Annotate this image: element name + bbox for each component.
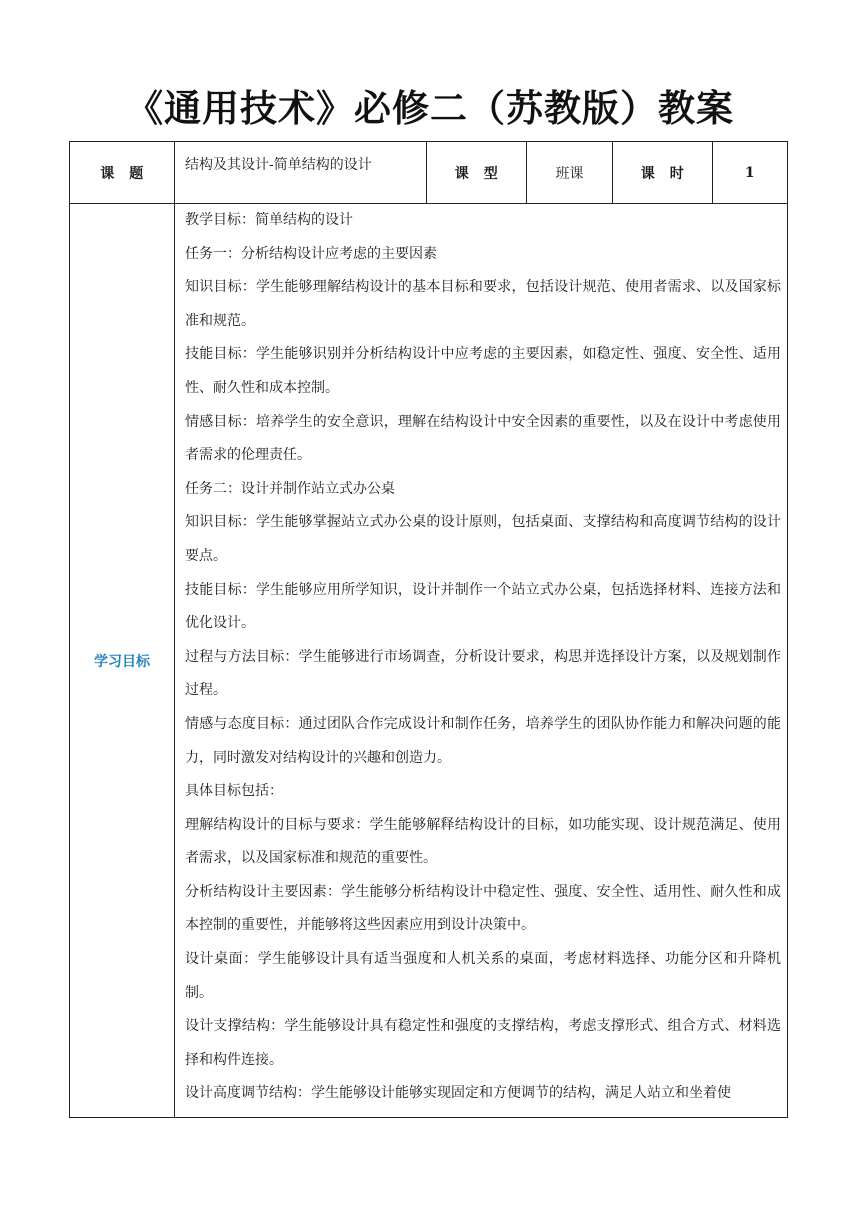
objective-paragraph: 情感与态度目标：通过团队合作完成设计和制作任务，培养学生的团队协作能力和解决问题的能力，同时激发对结构设计的兴趣和创造力。 (185, 715, 781, 766)
topic-value: 结构及其设计-简单结构的设计 (175, 142, 427, 204)
objective-paragraph: 分析结构设计主要因素：学生能够分析结构设计中稳定性、强度、安全性、适用性、耐久性和成本控制的重要性，并能够将这些因素应用到设计决策中。 (185, 883, 781, 934)
header-row (70, 142, 788, 204)
document-title: 《通用技术》必修二（苏教版）教案 (126, 87, 734, 130)
type-value: 班课 (527, 142, 613, 204)
objective-paragraph: 设计高度调节结构：学生能够设计能够实现固定和方便调节的结构，满足人站立和坐着使 (185, 1085, 731, 1102)
objective-paragraph: 设计桌面：学生能够设计具有适当强度和人机关系的桌面，考虑材料选择、功能分区和升降机制。 (185, 951, 781, 1001)
objective-paragraph: 情感目标：培养学生的安全意识，理解在结构设计中安全因素的重要性，以及在设计中考虑使用者需求的伦理责任。 (185, 413, 781, 464)
objective-paragraph: 任务一：分析结构设计应考虑的主要因素 (185, 245, 437, 262)
objective-paragraph: 知识目标：学生能够理解结构设计的基本目标和要求，包括设计规范、使用者需求、以及国家标准和规范。 (185, 279, 781, 329)
objective-paragraph: 理解结构设计的目标与要求：学生能够解释结构设计的目标，如功能实现、设计规范满足、使用者需求，以及国家标准和规范的重要性。 (185, 816, 781, 867)
objective-paragraph: 知识目标：学生能够掌握站立式办公桌的设计原则，包括桌面、支撑结构和高度调节结构的设计要点。 (185, 514, 781, 564)
objective-paragraph: 过程与方法目标：学生能够进行市场调查，分析设计要求，构思并选择设计方案，以及规划制作过程。 (185, 648, 781, 699)
objective-paragraph: 技能目标：学生能够应用所学知识，设计并制作一个站立式办公桌，包括选择材料、连接方法和优化设计。 (185, 581, 781, 632)
objective-paragraph: 教学目标：简单结构的设计 (185, 212, 353, 228)
objectives-content (175, 204, 788, 1118)
objectives-label: 学习目标 (70, 204, 175, 1118)
hours-value: 1 (713, 142, 788, 204)
hours-label: 课 时 (613, 142, 713, 204)
objective-paragraph: 任务二：设计并制作站立式办公桌 (185, 480, 395, 497)
objective-paragraph: 设计支撑结构：学生能够设计具有稳定性和强度的支撑结构，考虑支撑形式、组合方式、材料选择和构件连接。 (185, 1018, 781, 1068)
lesson-plan-table (69, 141, 788, 1118)
objective-paragraph: 具体目标包括： (185, 783, 283, 800)
type-label: 课 型 (427, 142, 527, 204)
topic-label: 课 题 (70, 142, 175, 204)
objective-paragraph: 技能目标：学生能够识别并分析结构设计中应考虑的主要因素，如稳定性、强度、安全性、适用性、耐久性和成本控制。 (185, 346, 781, 396)
objectives-row (70, 204, 788, 1118)
